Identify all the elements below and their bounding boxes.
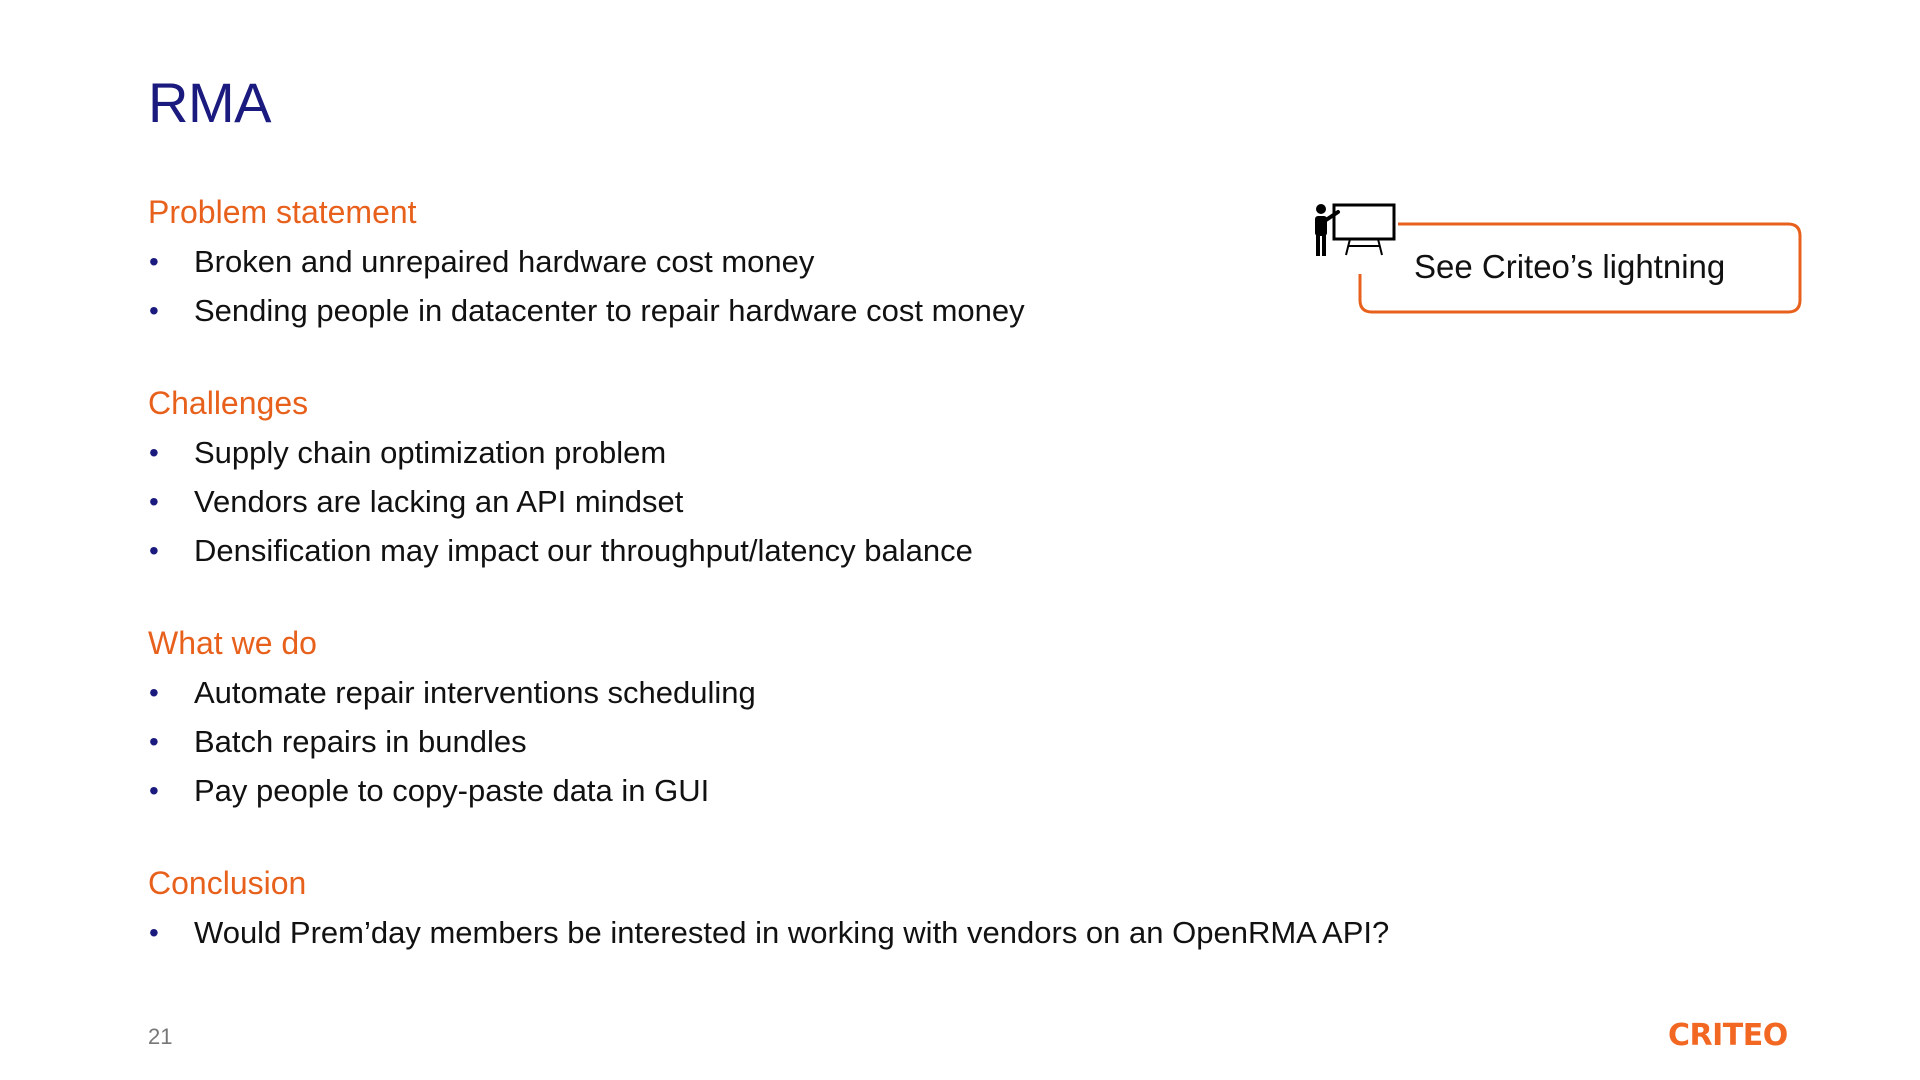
page-number: 21 bbox=[148, 1024, 173, 1049]
bullet-text: Broken and unrepaired hardware cost money bbox=[194, 244, 815, 279]
bullet-text: Vendors are lacking an API mindset bbox=[194, 484, 684, 519]
bullet-text: Densification may impact our throughput/latency balance bbox=[194, 533, 973, 568]
callout-link-text[interactable]: See Criteo’s lightning bbox=[1414, 248, 1726, 285]
bullet-dot-icon: • bbox=[149, 437, 159, 468]
bullet-list bbox=[148, 908, 1448, 957]
bullet-item bbox=[148, 237, 1448, 286]
section-what-we-do bbox=[148, 619, 1448, 815]
bullet-item bbox=[148, 908, 1448, 957]
bullet-text: Automate repair interventions scheduling bbox=[194, 675, 756, 710]
bullet-item bbox=[148, 428, 1448, 477]
bullet-dot-icon: • bbox=[149, 295, 159, 326]
section-challenges bbox=[148, 379, 1448, 575]
bullet-dot-icon: • bbox=[149, 775, 159, 806]
bullet-dot-icon: • bbox=[149, 535, 159, 566]
bullet-item bbox=[148, 526, 1448, 575]
section-heading: What we do bbox=[148, 625, 317, 661]
bullet-list bbox=[148, 237, 1448, 335]
bullet-dot-icon: • bbox=[149, 486, 159, 517]
section-heading: Problem statement bbox=[148, 194, 417, 230]
slide-title: RMA bbox=[148, 71, 271, 134]
bullet-dot-icon: • bbox=[149, 246, 159, 277]
bullet-item bbox=[148, 286, 1448, 335]
section-problem-statement bbox=[148, 188, 1448, 335]
lightning-talk-callout[interactable] bbox=[1310, 200, 1810, 320]
bullet-text: Supply chain optimization problem bbox=[194, 435, 667, 470]
bullet-text: Would Prem’day members be interested in working with vendors on an OpenRMA API? bbox=[194, 915, 1390, 950]
bullet-item bbox=[148, 477, 1448, 526]
bullet-item bbox=[148, 668, 1448, 717]
criteo-logo: CRITEO bbox=[1668, 1018, 1788, 1053]
bullet-text: Sending people in datacenter to repair hardware cost money bbox=[194, 293, 1025, 328]
bullet-text: Pay people to copy-paste data in GUI bbox=[194, 773, 710, 808]
section-conclusion bbox=[148, 859, 1448, 957]
bullet-dot-icon: • bbox=[149, 726, 159, 757]
section-heading: Conclusion bbox=[148, 865, 307, 901]
slide-content bbox=[148, 188, 1448, 1001]
bullet-dot-icon: • bbox=[149, 917, 159, 948]
bullet-text: Batch repairs in bundles bbox=[194, 724, 527, 759]
section-heading: Challenges bbox=[148, 385, 309, 421]
bullet-item bbox=[148, 717, 1448, 766]
bullet-dot-icon: • bbox=[149, 677, 159, 708]
bullet-list bbox=[148, 668, 1448, 815]
bullet-list bbox=[148, 428, 1448, 575]
bullet-item bbox=[148, 766, 1448, 815]
